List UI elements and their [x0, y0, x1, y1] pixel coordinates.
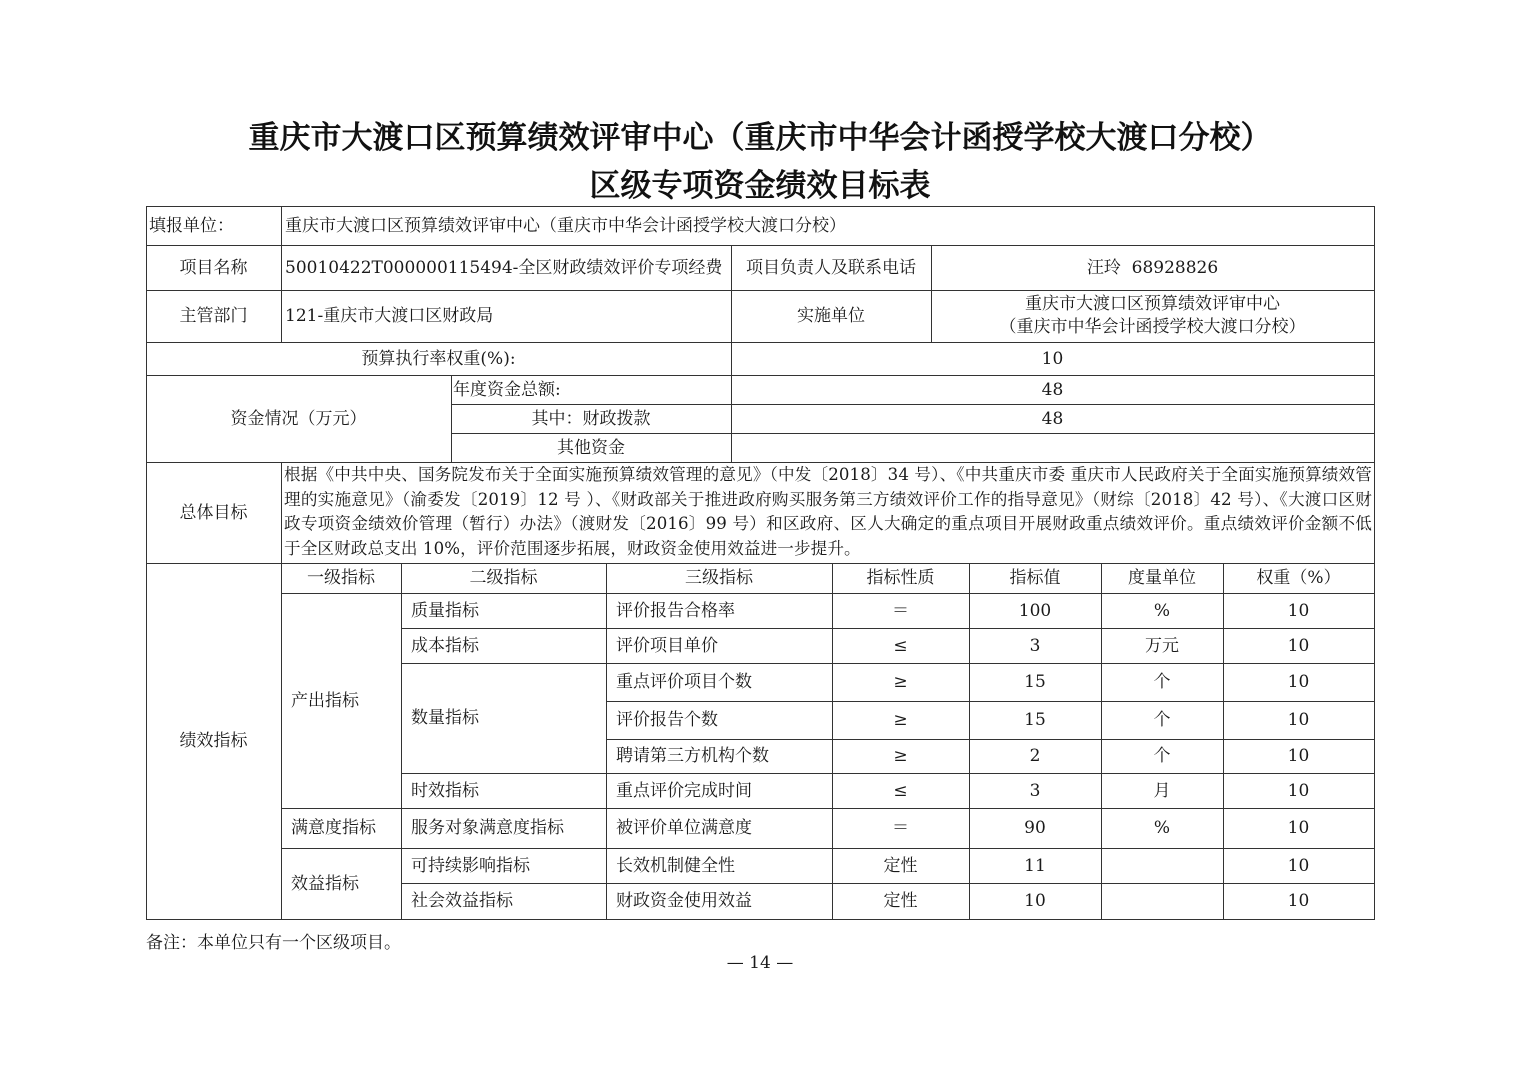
nature-cell: ＝: [892, 600, 909, 621]
funds-fiscal-label: 其中：财政拨款: [531, 408, 651, 429]
weight-cell: 10: [1287, 891, 1310, 911]
department-value: 121-重庆市大渡口区财政局: [285, 306, 494, 326]
nature-cell: ≥: [893, 672, 908, 692]
level2-cost: 成本指标: [411, 635, 479, 656]
funds-fiscal-value: 48: [1041, 408, 1064, 429]
level3-cell: 评价项目单价: [616, 635, 718, 656]
value-cell: 10: [1024, 891, 1046, 911]
level2-sustainable: 可持续影响指标: [411, 855, 530, 876]
weight-cell: 10: [1287, 818, 1310, 838]
indicators-label: 绩效指标: [179, 731, 248, 751]
level3-cell: 财政资金使用效益: [616, 891, 752, 911]
value-cell: 15: [1024, 710, 1046, 730]
department-label: 主管部门: [179, 306, 248, 326]
footnote: 备注：本单位只有一个区级项目。: [146, 933, 401, 953]
level2-service-satisfaction: 服务对象满意度指标: [411, 818, 564, 838]
unit-cell: %: [1153, 600, 1171, 621]
weight-cell: 10: [1287, 780, 1310, 801]
value-cell: 100: [1018, 600, 1052, 621]
header-unit: 度量单位: [1128, 568, 1196, 588]
level2-social: 社会效益指标: [411, 891, 513, 911]
nature-cell: ≤: [893, 780, 908, 801]
weight-cell: 10: [1287, 600, 1310, 621]
level1-satisfaction: 满意度指标: [291, 818, 376, 838]
level3-cell: 长效机制健全性: [616, 855, 735, 876]
funds-total-value: 48: [1041, 379, 1064, 400]
funds-total-label: 年度资金总额:: [453, 379, 561, 400]
nature-cell: ＝: [892, 818, 909, 838]
weight-cell: 10: [1287, 635, 1310, 656]
document-subtitle: 区级专项资金绩效目标表: [589, 168, 931, 204]
unit-cell: [1101, 848, 1223, 883]
level3-cell: 聘请第三方机构个数: [616, 746, 769, 766]
weight-cell: 10: [1287, 710, 1310, 730]
nature-cell: ≥: [893, 746, 908, 766]
goal-label: 总体目标: [179, 502, 248, 523]
weight-cell: 10: [1287, 855, 1310, 876]
nature-cell: 定性: [883, 855, 918, 876]
impl-unit-line2: （重庆市中华会计函授学校大渡口分校）: [999, 317, 1306, 337]
level2-quantity: 数量指标: [411, 708, 479, 728]
unit-cell: 个: [1153, 746, 1171, 766]
document-title: 重庆市大渡口区预算绩效评审中心（重庆市中华会计函授学校大渡口分校）: [248, 120, 1272, 156]
reporting-unit-label: 填报单位：: [149, 215, 234, 236]
budget-weight-value: 10: [1041, 348, 1064, 369]
table-border-right: [1374, 206, 1375, 920]
unit-cell: 月: [1153, 780, 1171, 801]
unit-cell: [1101, 883, 1223, 919]
goal-text: 根据《中共中央、国务院发布关于全面实施预算绩效管理的意见》（中发〔2018〕34 号）、《中共重庆市委 重庆市人民政府关于全面实施预算绩效管理的实施意见》（渝委发〔2019〕12 号 ）、《财政部关于推进政府购买服务第三方绩效评价工作的指导意见》（财综〔2018〕42 号）、《大渡口区财政专项资金绩效价管理（暂行）办法》（渡财发〔2016〕99 号）和区政府、区人大确定的重点项目开展财政重点绩效评价。重点绩效评价金额不低于全区财政总支出 10%，评价范围逐步拓展，财政资金使用效益进一步提升。: [284, 465, 1372, 558]
value-cell: 2: [1029, 746, 1041, 766]
level3-cell: 重点评价项目个数: [616, 672, 752, 692]
header-level2: 二级指标: [469, 568, 538, 588]
table-border-bottom: [146, 919, 1375, 920]
value-cell: 11: [1024, 855, 1046, 876]
level3-cell: 评价报告个数: [616, 710, 718, 730]
unit-cell: %: [1153, 818, 1171, 838]
page-number: — 14 —: [726, 953, 794, 973]
level3-cell: 被评价单位满意度: [616, 818, 752, 838]
impl-unit-line1: 重庆市大渡口区预算绩效评审中心: [1025, 294, 1280, 314]
level3-cell: 重点评价完成时间: [616, 780, 752, 801]
header-value: 指标值: [1009, 568, 1061, 588]
weight-cell: 10: [1287, 746, 1310, 766]
nature-cell: ≥: [893, 710, 908, 730]
value-cell: 3: [1029, 635, 1041, 656]
funds-other-value: [731, 433, 1374, 462]
nature-cell: ≤: [893, 635, 908, 656]
value-cell: 90: [1024, 818, 1046, 838]
value-cell: 3: [1029, 780, 1041, 801]
nature-cell: 定性: [883, 891, 918, 911]
funds-label: 资金情况（万元）: [230, 408, 367, 429]
header-weight: 权重（%）: [1256, 568, 1341, 588]
level1-benefit: 效益指标: [291, 873, 359, 894]
weight-cell: 10: [1287, 672, 1310, 692]
impl-unit-value: [931, 290, 1374, 342]
project-name-value: 50010422T000000115494-全区财政绩效评价专项经费: [285, 257, 723, 278]
contact-label: 项目负责人及联系电话: [746, 257, 916, 278]
unit-cell: 个: [1153, 672, 1171, 692]
unit-cell: 个: [1153, 710, 1171, 730]
value-cell: 15: [1024, 672, 1046, 692]
level2-quality: 质量指标: [411, 600, 479, 621]
header-level1: 一级指标: [307, 568, 375, 588]
contact-value: 汪玲 68928826: [1086, 257, 1219, 278]
budget-weight-label: 预算执行率权重(%):: [361, 348, 516, 369]
unit-cell: 万元: [1145, 635, 1179, 656]
reporting-unit-value: 重庆市大渡口区预算绩效评审中心（重庆市中华会计函授学校大渡口分校）: [285, 215, 846, 236]
level2-timeliness: 时效指标: [411, 780, 479, 801]
header-level3: 三级指标: [685, 568, 753, 588]
level3-cell: 评价报告合格率: [616, 600, 735, 621]
project-name-label: 项目名称: [179, 257, 248, 278]
level1-output: 产出指标: [291, 690, 359, 711]
funds-other-label: 其他资金: [557, 437, 625, 458]
impl-unit-label: 实施单位: [797, 306, 865, 326]
header-nature: 指标性质: [866, 568, 935, 588]
